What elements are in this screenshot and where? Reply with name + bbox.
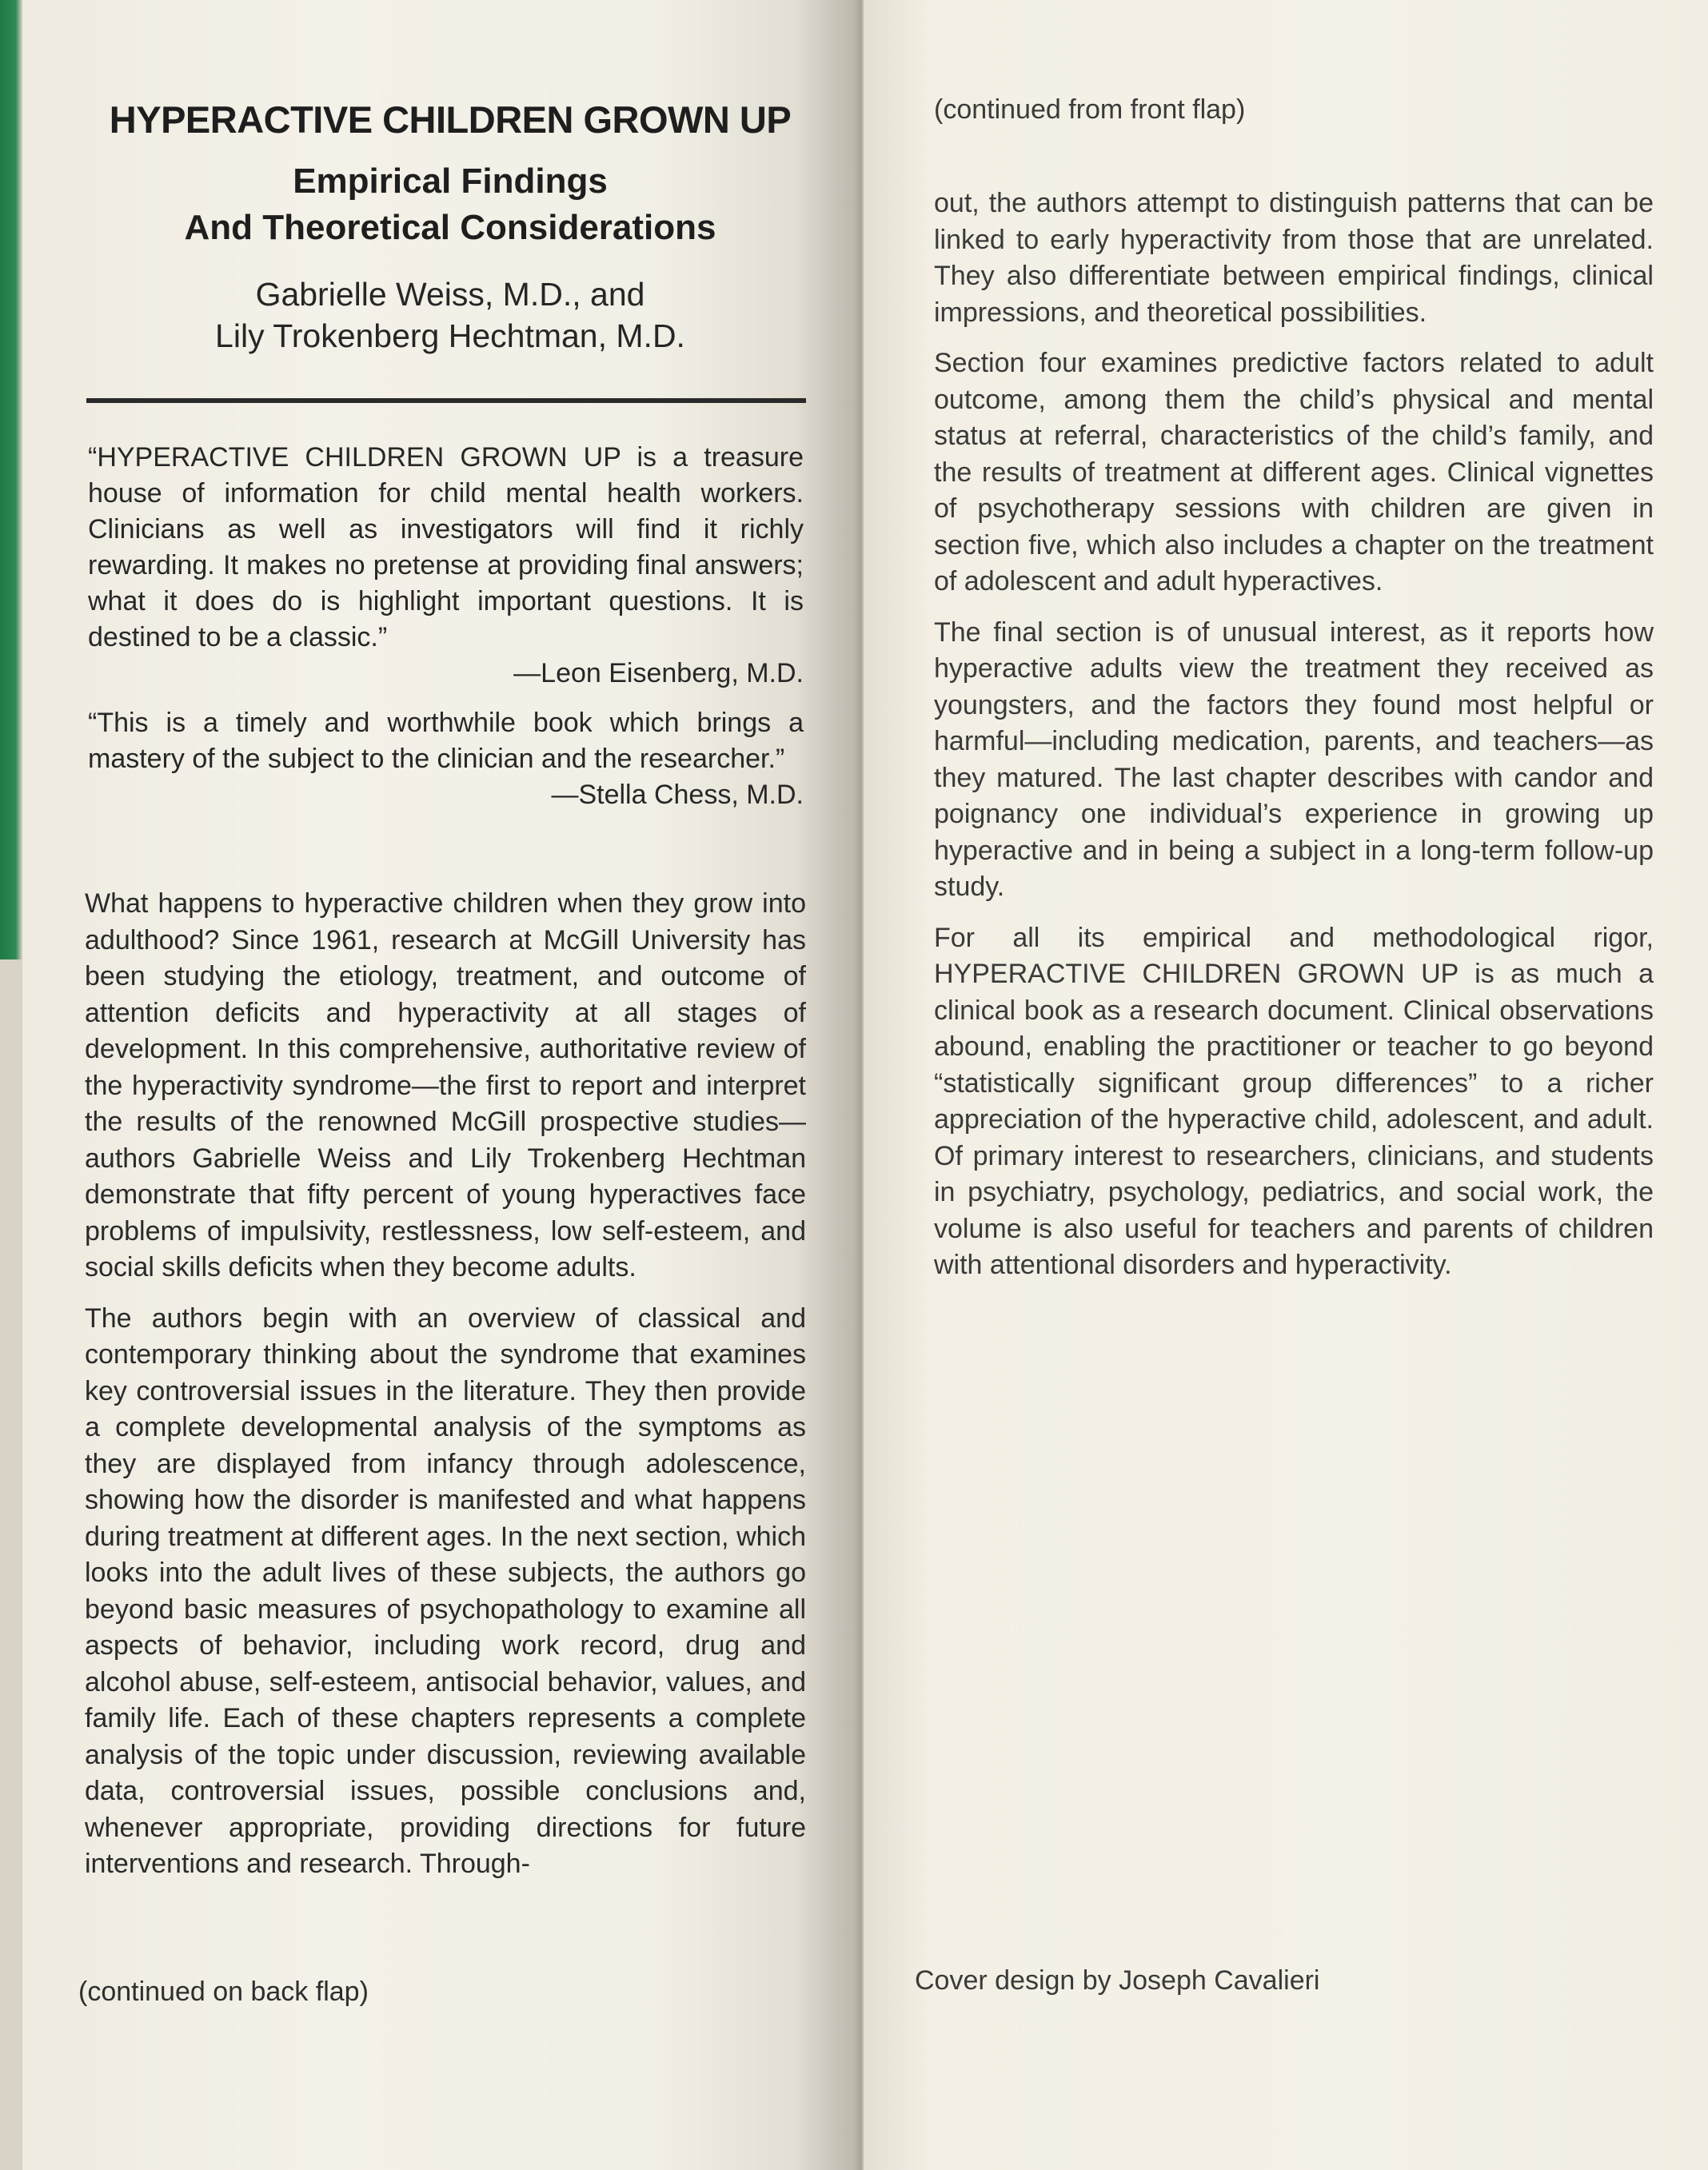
book-authors — [78, 273, 822, 357]
description-paragraph: The final section is of unusual interest, as it reports how hyperactive adults view the treatment they received as youngsters, and the factors they found most helpful or harmful—including medication, parents, and teachers—as they matured. The last chapter describes with candor and poignancy one individual’s experience in growing up hyperactive and in being a subject in a long-term follow-up study. — [934, 616, 1654, 902]
divider-rule — [86, 398, 806, 403]
quote-attribution: —Leon Eisenberg, M.D. — [513, 658, 804, 688]
quote-text: “HYPERACTIVE CHILDREN GROWN UP is a treasure house of information for child mental health workers. Clinicians as well as investigators will find it richly rewarding. It makes no pretense at providing final answers; what it does do is highlight important questions. It is destined to be a classic.” — [88, 442, 804, 652]
back-flap — [864, 0, 1708, 2170]
subtitle-line-1: Empirical Findings — [293, 162, 608, 201]
cover-design-credit: Cover design by Joseph Cavalieri — [915, 1965, 1320, 1996]
cover-edge-strip — [0, 0, 22, 959]
front-flap-description — [85, 886, 806, 1897]
subtitle-line-2: And Theoretical Considerations — [184, 208, 716, 247]
continued-from-front-flap: (continued from front flap) — [934, 94, 1246, 125]
quote-attribution: —Stella Chess, M.D. — [551, 780, 804, 810]
back-flap-description — [934, 185, 1654, 1298]
quote-text: “This is a timely and worthwhile book which brings a mastery of the subject to the clinician and the researcher.” — [88, 708, 804, 774]
description-paragraph: out, the authors attempt to distinguish patterns that can be linked to early hyperactivity from those that are unrelated. They also differentiate between empirical findings, clinical impressions, and theoretical possibilities. — [934, 188, 1654, 328]
endorsement-quote-2 — [88, 705, 804, 813]
description-paragraph: Section four examines predictive factors related to adult outcome, among them the child’s physical and mental status at referral, characteristics of the child’s family, and the results of treatment at different ages. Clinical vignettes of psychotherapy sessions with children are given in section five, which also includes a chapter on the treatment of adolescent and adult hyperactives. — [934, 348, 1654, 596]
continued-on-back-flap: (continued on back flap) — [78, 1977, 369, 2007]
author-line-2: Lily Trokenberg Hechtman, M.D. — [215, 317, 685, 354]
endorsement-quote-1 — [88, 440, 804, 692]
description-paragraph: What happens to hyperactive children when they grow into adulthood? Since 1961, research at McGill University has been studying the etiology, treatment, and outcome of attention deficits and hyperactivity at all stages of development. In this comprehensive, authoritative review of the hyperactivity syndrome—the first to report and interpret the results of the renowned McGill prospective studies—authors Gabrielle Weiss and Lily Trokenberg Hechtman demonstrate that fifty percent of young hyperactives face problems of impulsivity, restlessness, low self-esteem, and social skills deficits when they become adults. — [85, 888, 806, 1282]
author-line-1: Gabrielle Weiss, M.D., and — [255, 276, 645, 313]
book-title: HYPERACTIVE CHILDREN GROWN UP — [109, 98, 792, 141]
book-subtitle — [78, 158, 822, 251]
description-paragraph: For all its empirical and methodological rigor, HYPERACTIVE CHILDREN GROWN UP is as much a clinical book as a research document. Clinical observations abound, enabling the practitioner or teacher to go beyond “statistically significant group differences” to a richer appreciation of the hyperactive child, adolescent, and adult. Of primary interest to researchers, clinicians, and students in psychiatry, psychology, pediatrics, and social work, the volume is also useful for teachers and parents of children with attentional disorders and hyperactivity. — [934, 922, 1654, 1280]
front-flap — [22, 0, 862, 2170]
description-paragraph: The authors begin with an overview of classical and contemporary thinking about the syndrome that examines key controversial issues in the literature. They then provide a complete developmental analysis of the symptoms as they are displayed from infancy through adolescence, showing how the disorder is manifested and what happens during treatment at different ages. In the next section, which looks into the adult lives of these subjects, the authors go beyond basic measures of psychopathology to examine all aspects of behavior, including work record, drug and alcohol abuse, self-esteem, antisocial behavior, values, and family life. Each of these chapters represents a complete analysis of the topic under discussion, reviewing available data, controversial issues, possible conclusions and, whenever appropriate, providing directions for future interventions and research. Through- — [85, 1302, 806, 1879]
